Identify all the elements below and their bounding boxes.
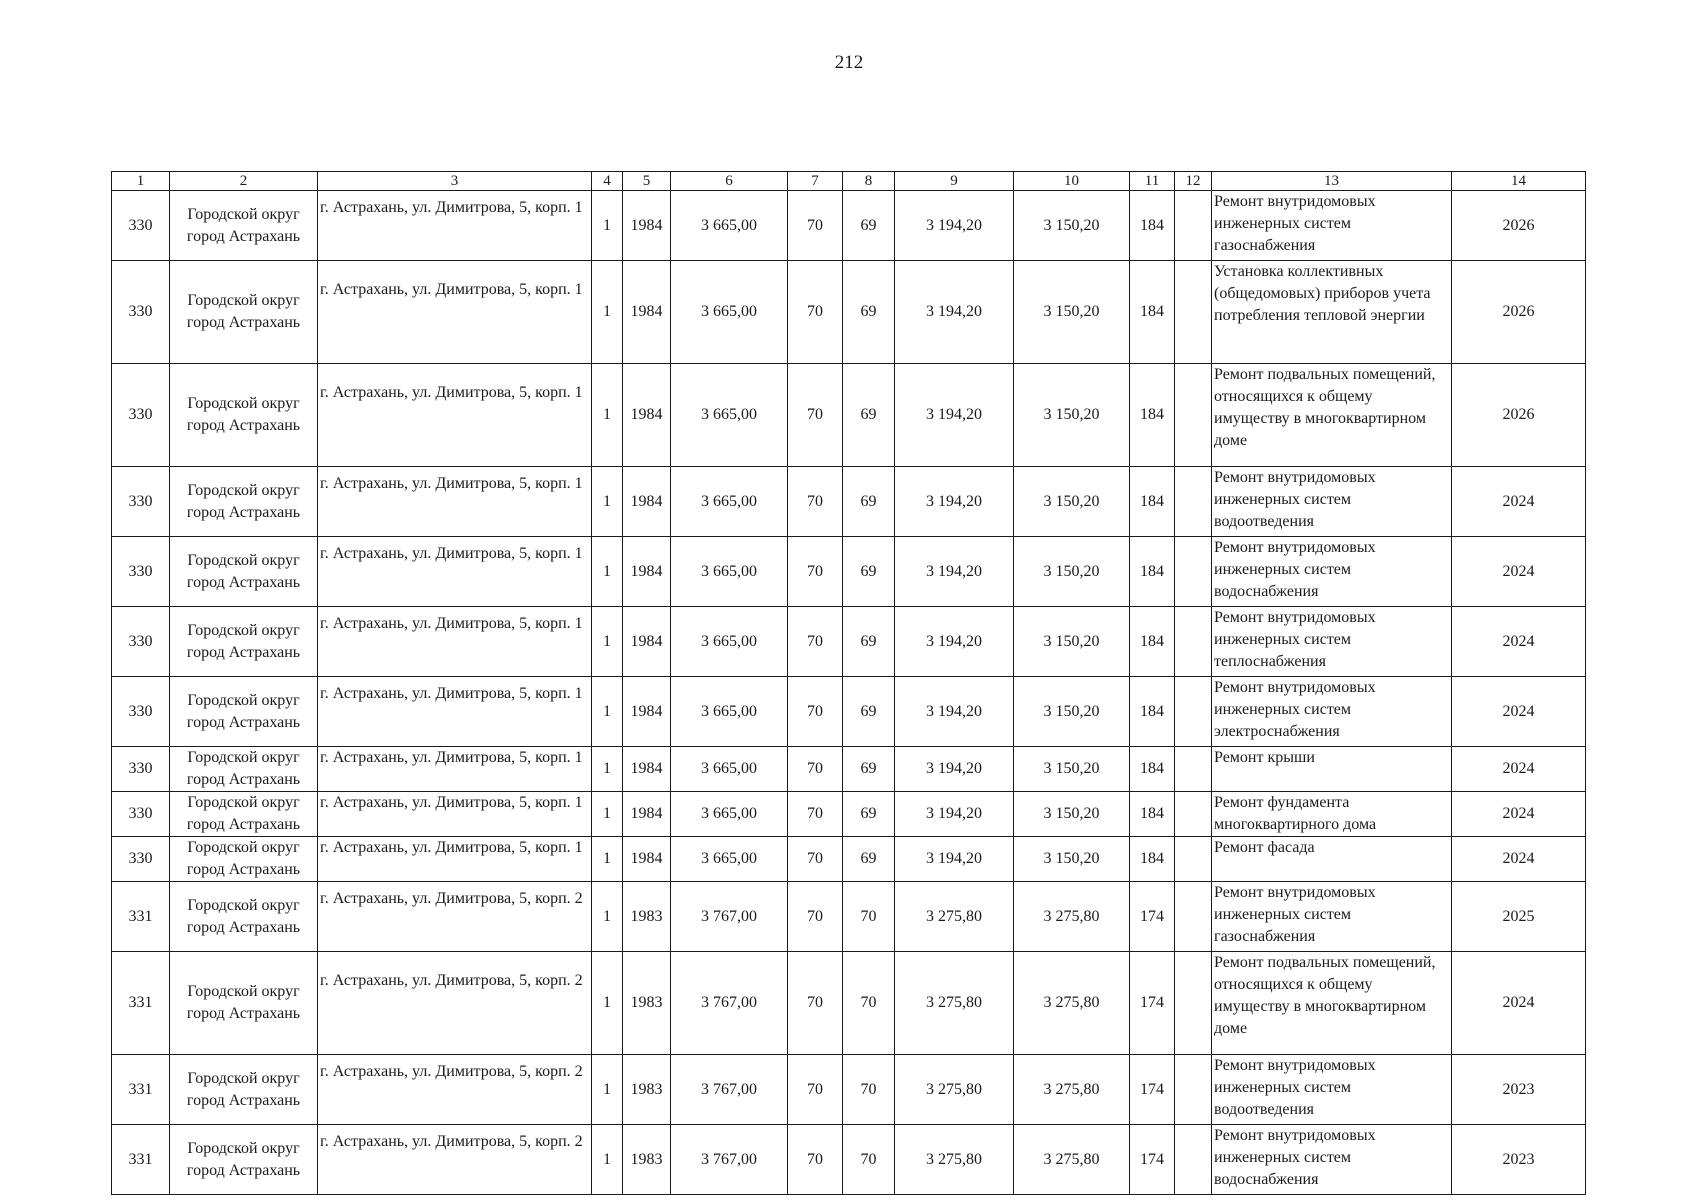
table-cell-c14: 2024 (1452, 952, 1586, 1055)
table-cell-c10: 3 150,20 (1014, 467, 1130, 537)
table-cell-c2: Городской округ город Астрахань (170, 467, 318, 537)
table-cell-c11: 184 (1130, 467, 1175, 537)
table-cell-c11: 184 (1130, 837, 1175, 882)
table-cell-c5: 1984 (623, 261, 671, 364)
table-cell-c13: Ремонт внутридомовых инженерных систем газоснабжения (1212, 882, 1452, 952)
table-cell-c1: 330 (112, 191, 170, 261)
table-cell-c2: Городской округ город Астрахань (170, 747, 318, 792)
table-cell-c4: 1 (592, 882, 623, 952)
table-cell-c9: 3 275,80 (895, 882, 1014, 952)
column-header: 12 (1175, 172, 1212, 191)
table-cell-c13: Ремонт фасада (1212, 837, 1452, 882)
table-cell-c7: 70 (788, 792, 843, 837)
column-number-row (112, 172, 1586, 191)
table-cell-c7: 70 (788, 747, 843, 792)
table-cell-c11: 184 (1130, 537, 1175, 607)
table-cell-c7: 70 (788, 952, 843, 1055)
table-cell-c13: Ремонт крыши (1212, 747, 1452, 792)
table-cell-c9: 3 194,20 (895, 837, 1014, 882)
table-cell-c4: 1 (592, 952, 623, 1055)
table-cell-c3: г. Астрахань, ул. Димитрова, 5, корп. 1 (318, 537, 592, 607)
table-cell-c9: 3 194,20 (895, 191, 1014, 261)
table-cell-c1: 330 (112, 261, 170, 364)
table-cell-c4: 1 (592, 837, 623, 882)
table-cell-c8: 69 (843, 261, 895, 364)
column-header: 1 (112, 172, 170, 191)
table-cell-c5: 1984 (623, 537, 671, 607)
table-cell-c6: 3 665,00 (671, 607, 788, 677)
table-cell-c6: 3 665,00 (671, 677, 788, 747)
table-row (112, 792, 1586, 837)
table-cell-c7: 70 (788, 364, 843, 467)
table-row (112, 191, 1586, 261)
table-cell-c13: Ремонт внутридомовых инженерных систем водоотведения (1212, 1055, 1452, 1125)
table-row (112, 364, 1586, 467)
table-cell-c6: 3 665,00 (671, 537, 788, 607)
table-cell-c7: 70 (788, 607, 843, 677)
table-cell-c4: 1 (592, 1055, 623, 1125)
table-cell-c14: 2026 (1452, 261, 1586, 364)
table-cell-c10: 3 150,20 (1014, 364, 1130, 467)
table-cell-c13: Ремонт внутридомовых инженерных систем теплоснабжения (1212, 607, 1452, 677)
table-cell-c7: 70 (788, 677, 843, 747)
table-cell-c7: 70 (788, 261, 843, 364)
table-cell-c8: 70 (843, 952, 895, 1055)
table-cell-c5: 1984 (623, 792, 671, 837)
table-cell-c11: 184 (1130, 607, 1175, 677)
table-cell-c2: Городской округ город Астрахань (170, 837, 318, 882)
table-cell-c7: 70 (788, 467, 843, 537)
table-cell-c5: 1984 (623, 837, 671, 882)
table-cell-c9: 3 194,20 (895, 607, 1014, 677)
table-cell-c4: 1 (592, 747, 623, 792)
table-cell-c2: Городской округ город Астрахань (170, 607, 318, 677)
table-cell-c4: 1 (592, 792, 623, 837)
table-cell-c4: 1 (592, 467, 623, 537)
table-cell-c10: 3 150,20 (1014, 537, 1130, 607)
table-cell-c10: 3 150,20 (1014, 837, 1130, 882)
table-cell-c12 (1175, 607, 1212, 677)
table-cell-c14: 2023 (1452, 1055, 1586, 1125)
table-cell-c1: 331 (112, 952, 170, 1055)
table-cell-c6: 3 767,00 (671, 1055, 788, 1125)
table-cell-c13: Установка коллективных (общедомовых) приборов учета потребления тепловой энергии (1212, 261, 1452, 364)
table-row (112, 467, 1586, 537)
table-cell-c6: 3 767,00 (671, 1125, 788, 1195)
table-cell-c10: 3 150,20 (1014, 261, 1130, 364)
table-cell-c13: Ремонт подвальных помещений, относящихся к общему имуществу в многоквартирном доме (1212, 952, 1452, 1055)
table-row (112, 607, 1586, 677)
table-cell-c14: 2024 (1452, 607, 1586, 677)
table-cell-c11: 184 (1130, 364, 1175, 467)
table-cell-c3: г. Астрахань, ул. Димитрова, 5, корп. 1 (318, 261, 592, 364)
table-cell-c8: 69 (843, 677, 895, 747)
table-cell-c5: 1984 (623, 191, 671, 261)
repair-schedule-table (111, 171, 1586, 1195)
table-cell-c11: 184 (1130, 792, 1175, 837)
table-cell-c10: 3 150,20 (1014, 792, 1130, 837)
table-cell-c6: 3 665,00 (671, 837, 788, 882)
table-cell-c9: 3 275,80 (895, 952, 1014, 1055)
table-cell-c14: 2024 (1452, 792, 1586, 837)
table-cell-c8: 69 (843, 747, 895, 792)
table-cell-c12 (1175, 537, 1212, 607)
table-cell-c5: 1984 (623, 747, 671, 792)
table-cell-c6: 3 665,00 (671, 747, 788, 792)
table-cell-c13: Ремонт фундамента многоквартирного дома (1212, 792, 1452, 837)
table-cell-c1: 330 (112, 467, 170, 537)
table-cell-c9: 3 275,80 (895, 1125, 1014, 1195)
table-cell-c2: Городской округ город Астрахань (170, 882, 318, 952)
table-row (112, 882, 1586, 952)
table-cell-c14: 2023 (1452, 1125, 1586, 1195)
table-cell-c1: 330 (112, 837, 170, 882)
table-cell-c2: Городской округ город Астрахань (170, 364, 318, 467)
table-cell-c5: 1984 (623, 467, 671, 537)
table-cell-c9: 3 194,20 (895, 364, 1014, 467)
table-cell-c11: 174 (1130, 1125, 1175, 1195)
column-header: 7 (788, 172, 843, 191)
table-cell-c6: 3 665,00 (671, 261, 788, 364)
table-cell-c3: г. Астрахань, ул. Димитрова, 5, корп. 1 (318, 747, 592, 792)
table-cell-c3: г. Астрахань, ул. Димитрова, 5, корп. 1 (318, 191, 592, 261)
table-cell-c12 (1175, 1125, 1212, 1195)
table-cell-c13: Ремонт внутридомовых инженерных систем электроснабжения (1212, 677, 1452, 747)
table-cell-c8: 69 (843, 537, 895, 607)
table-cell-c5: 1984 (623, 677, 671, 747)
table-cell-c3: г. Астрахань, ул. Димитрова, 5, корп. 1 (318, 364, 592, 467)
table-cell-c4: 1 (592, 537, 623, 607)
table-cell-c5: 1983 (623, 952, 671, 1055)
table-cell-c6: 3 665,00 (671, 364, 788, 467)
table-cell-c6: 3 665,00 (671, 191, 788, 261)
table-cell-c6: 3 767,00 (671, 952, 788, 1055)
table-cell-c1: 331 (112, 882, 170, 952)
table-cell-c2: Городской округ город Астрахань (170, 191, 318, 261)
table-cell-c2: Городской округ город Астрахань (170, 537, 318, 607)
table-row (112, 261, 1586, 364)
table-cell-c8: 69 (843, 837, 895, 882)
table-cell-c10: 3 150,20 (1014, 747, 1130, 792)
table-cell-c6: 3 767,00 (671, 882, 788, 952)
table-cell-c3: г. Астрахань, ул. Димитрова, 5, корп. 1 (318, 607, 592, 677)
table-cell-c4: 1 (592, 607, 623, 677)
table-cell-c13: Ремонт внутридомовых инженерных систем водоснабжения (1212, 537, 1452, 607)
table-cell-c6: 3 665,00 (671, 792, 788, 837)
table-cell-c13: Ремонт внутридомовых инженерных систем газоснабжения (1212, 191, 1452, 261)
table-cell-c2: Городской округ город Астрахань (170, 677, 318, 747)
table-cell-c4: 1 (592, 364, 623, 467)
table-cell-c7: 70 (788, 537, 843, 607)
table-cell-c1: 330 (112, 747, 170, 792)
table-cell-c8: 70 (843, 1125, 895, 1195)
table-cell-c14: 2024 (1452, 537, 1586, 607)
table-cell-c1: 331 (112, 1055, 170, 1125)
table-cell-c4: 1 (592, 261, 623, 364)
table-cell-c1: 330 (112, 364, 170, 467)
column-header: 4 (592, 172, 623, 191)
table-row (112, 747, 1586, 792)
table-cell-c3: г. Астрахань, ул. Димитрова, 5, корп. 2 (318, 1055, 592, 1125)
table-cell-c3: г. Астрахань, ул. Димитрова, 5, корп. 2 (318, 882, 592, 952)
table-cell-c2: Городской округ город Астрахань (170, 1055, 318, 1125)
column-header: 6 (671, 172, 788, 191)
table-cell-c10: 3 150,20 (1014, 191, 1130, 261)
table-cell-c2: Городской округ город Астрахань (170, 792, 318, 837)
table-cell-c14: 2024 (1452, 747, 1586, 792)
table-cell-c12 (1175, 837, 1212, 882)
table-cell-c12 (1175, 792, 1212, 837)
table-cell-c12 (1175, 261, 1212, 364)
table-cell-c12 (1175, 882, 1212, 952)
table-cell-c3: г. Астрахань, ул. Димитрова, 5, корп. 1 (318, 467, 592, 537)
table-cell-c5: 1984 (623, 364, 671, 467)
table-cell-c8: 69 (843, 607, 895, 677)
table-cell-c1: 330 (112, 537, 170, 607)
table-cell-c12 (1175, 467, 1212, 537)
table-cell-c8: 69 (843, 792, 895, 837)
table-cell-c12 (1175, 191, 1212, 261)
table-cell-c11: 174 (1130, 952, 1175, 1055)
table-cell-c8: 69 (843, 191, 895, 261)
table-cell-c7: 70 (788, 837, 843, 882)
table-cell-c14: 2024 (1452, 467, 1586, 537)
table-row (112, 537, 1586, 607)
column-header: 2 (170, 172, 318, 191)
table-cell-c9: 3 194,20 (895, 261, 1014, 364)
table-cell-c9: 3 194,20 (895, 467, 1014, 537)
table-cell-c7: 70 (788, 1055, 843, 1125)
table-cell-c5: 1984 (623, 607, 671, 677)
column-header: 9 (895, 172, 1014, 191)
table-cell-c2: Городской округ город Астрахань (170, 261, 318, 364)
table-cell-c13: Ремонт внутридомовых инженерных систем водоотведения (1212, 467, 1452, 537)
table-cell-c14: 2024 (1452, 837, 1586, 882)
page-number: 212 (834, 52, 864, 73)
table-cell-c2: Городской округ город Астрахань (170, 952, 318, 1055)
table-cell-c11: 174 (1130, 1055, 1175, 1125)
table-cell-c10: 3 275,80 (1014, 1055, 1130, 1125)
table-cell-c11: 184 (1130, 261, 1175, 364)
table-cell-c14: 2026 (1452, 364, 1586, 467)
table-cell-c14: 2026 (1452, 191, 1586, 261)
table-cell-c13: Ремонт подвальных помещений, относящихся к общему имуществу в многоквартирном доме (1212, 364, 1452, 467)
table-row (112, 677, 1586, 747)
table-cell-c11: 184 (1130, 191, 1175, 261)
table-cell-c7: 70 (788, 882, 843, 952)
column-header: 10 (1014, 172, 1130, 191)
table-cell-c8: 69 (843, 364, 895, 467)
table-cell-c5: 1983 (623, 1055, 671, 1125)
table-cell-c10: 3 150,20 (1014, 677, 1130, 747)
table-row (112, 1125, 1586, 1195)
table-cell-c1: 330 (112, 792, 170, 837)
table-cell-c1: 330 (112, 607, 170, 677)
table-cell-c12 (1175, 952, 1212, 1055)
table-cell-c3: г. Астрахань, ул. Димитрова, 5, корп. 1 (318, 677, 592, 747)
table-row (112, 1055, 1586, 1125)
column-header: 5 (623, 172, 671, 191)
table-cell-c10: 3 275,80 (1014, 1125, 1130, 1195)
table-cell-c8: 69 (843, 467, 895, 537)
table-cell-c9: 3 194,20 (895, 537, 1014, 607)
table-cell-c9: 3 194,20 (895, 747, 1014, 792)
table-row (112, 952, 1586, 1055)
table-body (112, 172, 1586, 1195)
table-cell-c8: 70 (843, 1055, 895, 1125)
column-header: 13 (1212, 172, 1452, 191)
table-cell-c14: 2024 (1452, 677, 1586, 747)
table-cell-c9: 3 194,20 (895, 677, 1014, 747)
table-cell-c14: 2025 (1452, 882, 1586, 952)
table-cell-c2: Городской округ город Астрахань (170, 1125, 318, 1195)
table-cell-c3: г. Астрахань, ул. Димитрова, 5, корп. 1 (318, 792, 592, 837)
table-cell-c5: 1983 (623, 882, 671, 952)
table-cell-c13: Ремонт внутридомовых инженерных систем водоснабжения (1212, 1125, 1452, 1195)
table-cell-c4: 1 (592, 677, 623, 747)
table-cell-c7: 70 (788, 1125, 843, 1195)
table-cell-c10: 3 275,80 (1014, 952, 1130, 1055)
table-cell-c8: 70 (843, 882, 895, 952)
table-cell-c12 (1175, 1055, 1212, 1125)
table-cell-c11: 184 (1130, 747, 1175, 792)
table-cell-c3: г. Астрахань, ул. Димитрова, 5, корп. 2 (318, 1125, 592, 1195)
column-header: 3 (318, 172, 592, 191)
table-cell-c6: 3 665,00 (671, 467, 788, 537)
table-cell-c11: 174 (1130, 882, 1175, 952)
table-cell-c3: г. Астрахань, ул. Димитрова, 5, корп. 2 (318, 952, 592, 1055)
table-row (112, 837, 1586, 882)
table-cell-c10: 3 150,20 (1014, 607, 1130, 677)
table-cell-c12 (1175, 677, 1212, 747)
table-cell-c5: 1983 (623, 1125, 671, 1195)
table-cell-c7: 70 (788, 191, 843, 261)
table-cell-c9: 3 194,20 (895, 792, 1014, 837)
table-cell-c4: 1 (592, 1125, 623, 1195)
table-cell-c1: 331 (112, 1125, 170, 1195)
table-cell-c10: 3 275,80 (1014, 882, 1130, 952)
column-header: 11 (1130, 172, 1175, 191)
column-header: 14 (1452, 172, 1586, 191)
column-header: 8 (843, 172, 895, 191)
table-cell-c3: г. Астрахань, ул. Димитрова, 5, корп. 1 (318, 837, 592, 882)
table-cell-c1: 330 (112, 677, 170, 747)
table-cell-c11: 184 (1130, 677, 1175, 747)
table-cell-c4: 1 (592, 191, 623, 261)
table-cell-c9: 3 275,80 (895, 1055, 1014, 1125)
table-cell-c12 (1175, 364, 1212, 467)
table-cell-c12 (1175, 747, 1212, 792)
